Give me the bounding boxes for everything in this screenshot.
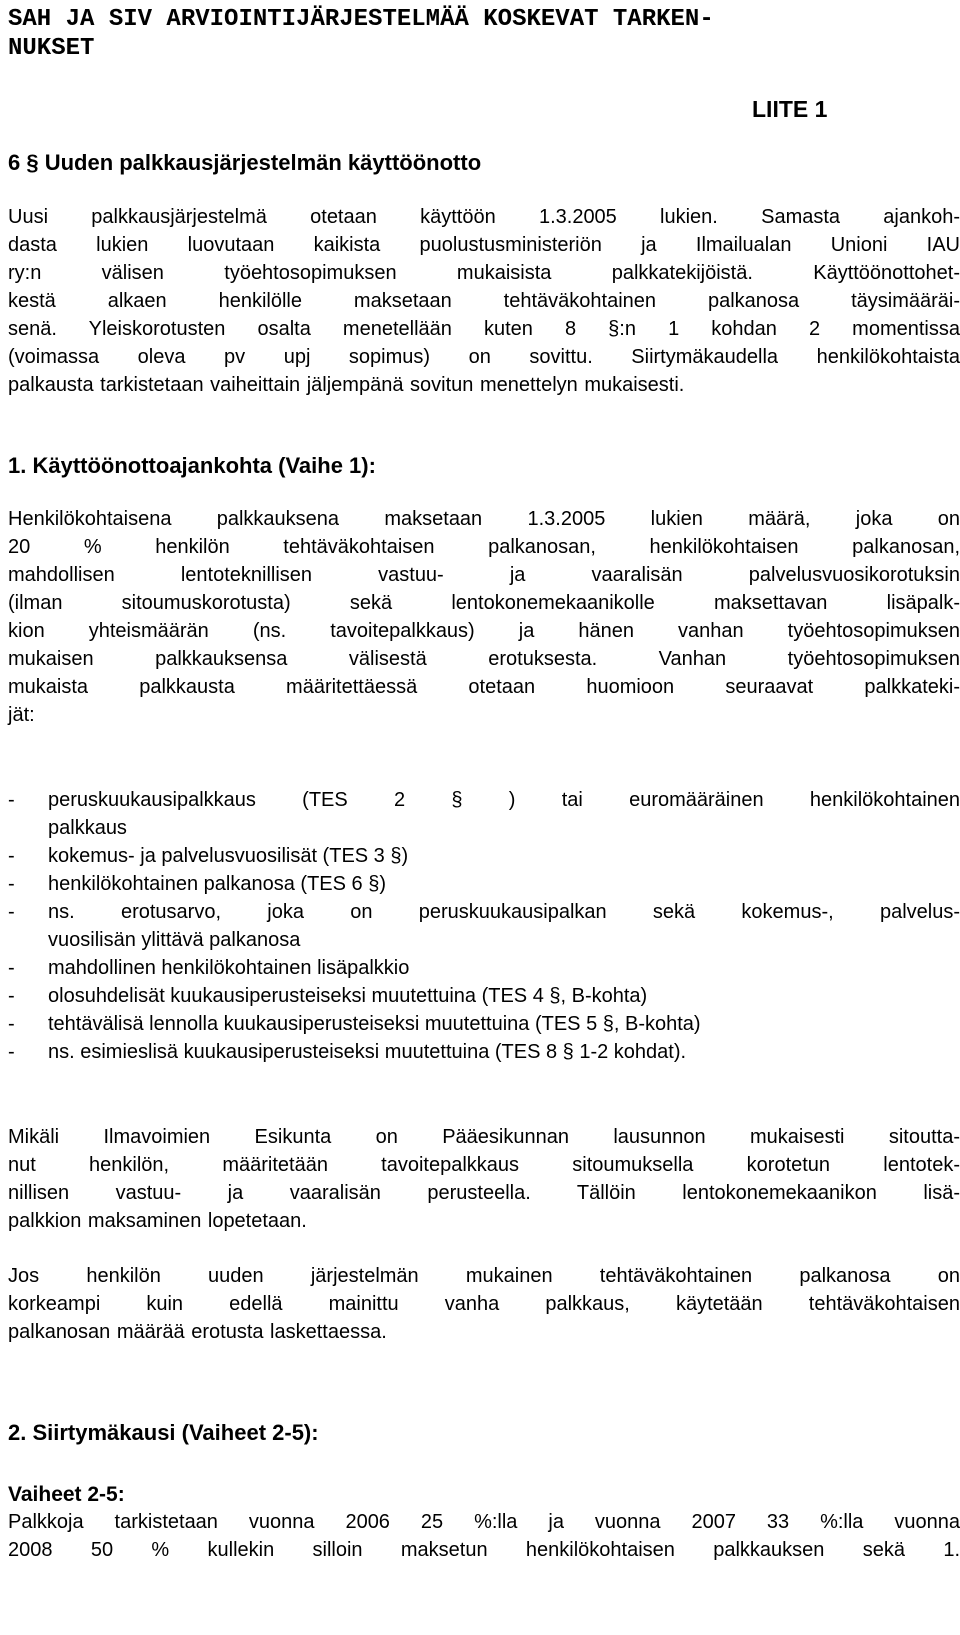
list-dash: - — [8, 985, 15, 1007]
list-dash: - — [8, 1013, 15, 1035]
wage-component-list — [8, 786, 960, 1066]
list-item — [8, 786, 960, 842]
list-item — [8, 954, 960, 982]
text-line: 20 % henkilön tehtäväkohtaisen palkanosan, henkilökohtaisen palkanosan, — [8, 536, 960, 558]
text-line: mahdollisen lentoteknillisen vastuu- ja vaaralisän palvelusvuosikorotuksin — [8, 564, 960, 586]
list-item — [8, 842, 960, 870]
text-line: senä. Yleiskorotusten osalta menetellään kuten 8 §:n 1 kohdan 2 momentissa — [8, 318, 960, 340]
text-line: (voimassa oleva pv upj sopimus) on sovittu. Siirtymäkaudella henkilökohtaista — [8, 346, 960, 368]
document-title: SAH JA SIV ARVIOINTIJÄRJESTELMÄÄ KOSKEVAT TARKEN- NUKSET — [8, 6, 714, 62]
text-line: Jos henkilön uuden järjestelmän mukainen tehtäväkohtainen palkanosa on — [8, 1265, 960, 1287]
phase-1-paragraph — [8, 505, 960, 729]
text-line: kestä alkaen henkilölle maksetaan tehtäväkohtainen palkanosa täysimääräi- — [8, 290, 960, 312]
text-line: olosuhdelisät kuukausiperusteiseksi muutettuina (TES 4 §, B-kohta) — [48, 985, 648, 1007]
text-line: palkkion maksaminen lopetetaan. — [8, 1210, 307, 1232]
text-line: korkeampi kuin edellä mainittu vanha palkkaus, käytetään tehtäväkohtaisen — [8, 1293, 960, 1315]
text-line: nut henkilön, määritetään tavoitepalkkaus sitoumuksella korotetun lentotek- — [8, 1154, 960, 1176]
list-item — [8, 982, 960, 1010]
intro-paragraph — [8, 203, 960, 399]
text-line: vuosilisän ylittävä palkanosa — [48, 929, 301, 951]
air-force-paragraph — [8, 1123, 960, 1235]
text-line: kion yhteismäärän (ns. tavoitepalkkaus) ja hänen vanhan työehtosopimuksen — [8, 620, 960, 642]
text-line: 2008 50 % kullekin silloin maksetun henkilökohtaisen palkkauksen sekä 1. — [8, 1539, 960, 1561]
text-line: henkilökohtainen palkanosa (TES 6 §) — [48, 873, 386, 895]
text-line: tehtävälisä lennolla kuukausiperusteiseksi muutettuina (TES 5 §, B-kohta) — [48, 1013, 701, 1035]
text-line: mahdollinen henkilökohtainen lisäpalkkio — [48, 957, 410, 979]
phase-1-heading: 1. Käyttöönottoajankohta (Vaihe 1): — [8, 453, 376, 478]
list-item — [8, 870, 960, 898]
list-dash: - — [8, 1041, 15, 1063]
text-line: (ilman sitoumuskorotusta) sekä lentokonemekaanikolle maksettavan lisäpalk- — [8, 592, 960, 614]
text-line: kokemus- ja palvelusvuosilisät (TES 3 §) — [48, 845, 409, 867]
text-line: dasta lukien luovutaan kaikista puolustusministeriön ja Ilmailualan Unioni IAU — [8, 234, 960, 256]
appendix-label: LIITE 1 — [752, 96, 828, 122]
list-item — [8, 1038, 960, 1066]
text-line: jät: — [8, 704, 35, 726]
text-line: ns. erotusarvo, joka on peruskuukausipalkan sekä kokemus-, palvelus- — [48, 901, 960, 923]
list-dash: - — [8, 901, 15, 923]
text-line: palkkaus — [48, 817, 127, 839]
list-dash: - — [8, 957, 15, 979]
list-item — [8, 898, 960, 954]
list-dash: - — [8, 873, 15, 895]
text-line: mukaisen palkkauksensa välisestä erotuksesta. Vanhan työehtosopimuksen — [8, 648, 960, 670]
phases-subheading: Vaiheet 2-5: — [8, 1483, 125, 1506]
text-line: Mikäli Ilmavoimien Esikunta on Pääesikunnan lausunnon mukaisesti sitoutta- — [8, 1126, 960, 1148]
list-dash: - — [8, 789, 15, 811]
text-line: palkausta tarkistetaan vaiheittain jäljempänä sovitun menettelyn mukaisesti. — [8, 374, 685, 396]
list-dash: - — [8, 845, 15, 867]
text-line: ry:n välisen työehtosopimuksen mukaisista palkkatekijöistä. Käyttöönottohet- — [8, 262, 960, 284]
text-line: Palkkoja tarkistetaan vuonna 2006 25 %:lla ja vuonna 2007 33 %:lla vuonna — [8, 1511, 960, 1533]
section-6-heading: 6 § Uuden palkkausjärjestelmän käyttöönotto — [8, 150, 482, 175]
text-line: ns. esimieslisä kuukausiperusteiseksi muutettuina (TES 8 § 1-2 kohdat). — [48, 1041, 687, 1063]
text-line: Henkilökohtaisena palkkauksena maksetaan 1.3.2005 lukien määrä, joka on — [8, 508, 960, 530]
phase-2-heading: 2. Siirtymäkausi (Vaiheet 2-5): — [8, 1420, 319, 1445]
text-line: peruskuukausipalkkaus (TES 2 § ) tai euromääräinen henkilökohtainen — [48, 789, 960, 811]
phases-paragraph — [8, 1508, 960, 1564]
text-line: palkanosan määrää erotusta laskettaessa. — [8, 1321, 387, 1343]
list-item — [8, 1010, 960, 1038]
text-line: mukaista palkkausta määritettäessä otetaan huomioon seuraavat palkkateki- — [8, 676, 960, 698]
higher-wage-paragraph — [8, 1262, 960, 1346]
text-line: Uusi palkkausjärjestelmä otetaan käyttöön 1.3.2005 lukien. Samasta ajankoh- — [8, 206, 960, 228]
text-line: nillisen vastuu- ja vaaralisän perusteella. Tällöin lentokonemekaanikon lisä- — [8, 1182, 960, 1204]
